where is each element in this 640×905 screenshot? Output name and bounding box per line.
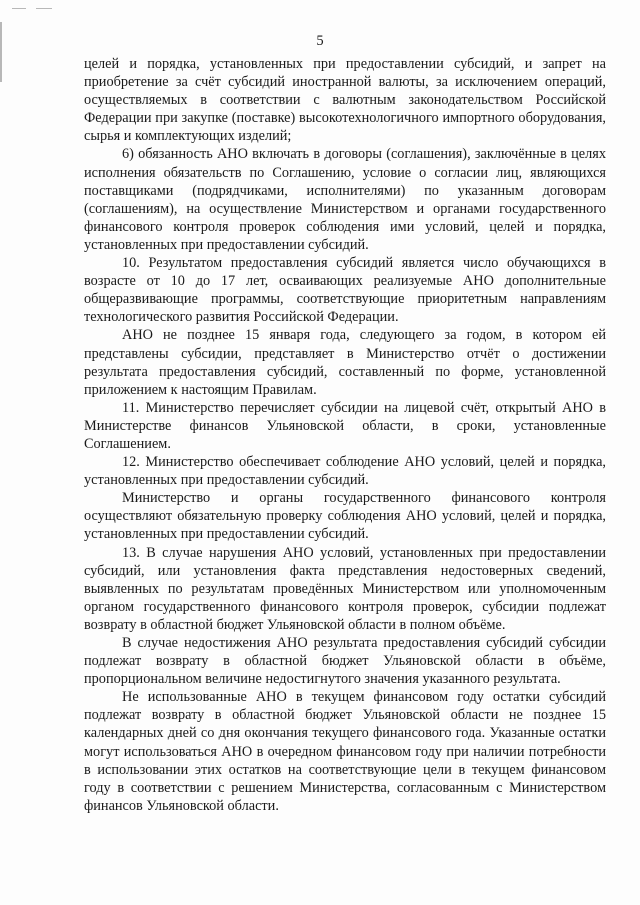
paragraph: Не использованные АНО в текущем финансовом году остатки субсидий подлежат возврату в областной бюджет Ульяновской области не позднее 15 календарных дней со дня окончания текущего финансового года. Указанные остатки могут использоваться АНО в очередном финансовом году при наличии потребности в использовании этих остатков на соответствующие цели в текущем финансовом году в соответствии с решением Министерства, согласованным с Министерством финансов Ульяновской области. <box>84 689 606 814</box>
paragraph: 10. Результатом предоставления субсидий является число обучающихся в возрасте от 10 до 17 лет, осваивающих реализуемые АНО дополнительные общеразвивающие программы, соответствующие приоритетным направлениям технологического развития Российской Федерации. <box>84 255 606 326</box>
scan-artifact <box>0 22 2 82</box>
document-body <box>84 55 606 815</box>
scan-artifact <box>12 8 26 9</box>
paragraph: 12. Министерство обеспечивает соблюдение АНО условий, целей и порядка, установленных при предоставлении субсидий. <box>84 454 606 489</box>
paragraph: 6) обязанность АНО включать в договоры (соглашения), заключённые в целях исполнения обязательств по Соглашению, условие о согласии лиц, являющихся поставщиками (подрядчиками, исполнителями) по указанным договорам (соглашениям), на осуществление Министерством и органами государственного финансового контроля проверок соблюдения ими условий, целей и порядка, установленных при предоставлении субсидий. <box>84 146 606 253</box>
paragraph: 13. В случае нарушения АНО условий, установленных при предоставлении субсидий, или установления факта представления недостоверных сведений, выявленных по результатам проведённых Министерством или уполномоченным органом государственного финансового контроля проверок, субсидии подлежат возврату в областной бюджет Ульяновской области в полном объёме. <box>84 544 606 633</box>
paragraph: целей и порядка, установленных при предоставлении субсидий, и запрет на приобретение за счёт субсидий иностранной валюты, за исключением операций, осуществляемых в соответствии с валютным законодательством Российской Федерации при закупке (поставке) высокотехнологичного импортного оборудования, сырья и комплектующих изделий; <box>84 56 606 145</box>
scan-artifact <box>36 8 52 9</box>
paragraph: В случае недостижения АНО результата предоставления субсидий субсидии подлежат возврату в областной бюджет Ульяновской области в объёме, пропорциональном величине недостигнутого значения указанного результата. <box>84 635 606 688</box>
paragraph: 11. Министерство перечисляет субсидии на лицевой счёт, открытый АНО в Министерстве финансов Ульяновской области, в сроки, установленные Соглашением. <box>84 399 606 452</box>
paragraph: Министерство и органы государственного финансового контроля осуществляют обязательную проверку соблюдения АНО условий, целей и порядка, установленных при предоставлении субсидий. <box>84 490 606 543</box>
paragraph: АНО не позднее 15 января года, следующего за годом, в котором ей представлены субсидии, представляет в Министерство отчёт о достижении результата предоставления субсидий, составленный по форме, установленной приложением к настоящим Правилам. <box>84 327 606 398</box>
page-number: 5 <box>316 33 324 49</box>
